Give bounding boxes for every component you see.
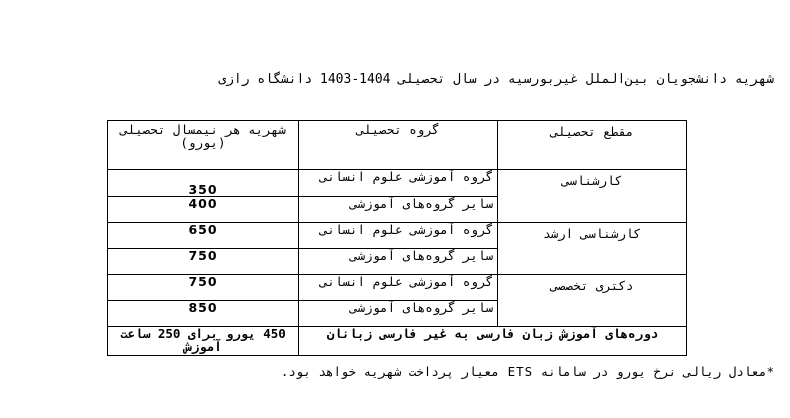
fee-value: 850 (188, 300, 218, 315)
level-cell: کارشناسی ارشد (498, 223, 687, 275)
group-cell: گروه آموزشی علوم انسانی (299, 170, 498, 197)
level-cell: دکتری تخصصی (498, 275, 687, 327)
fee-cell (108, 170, 299, 197)
table-row (108, 275, 687, 301)
fee-cell (108, 197, 299, 223)
fee-cell (108, 301, 299, 327)
group-cell: سایر گروه‌های آموزشی (299, 301, 498, 327)
fee-value: 750 (188, 274, 218, 289)
page-title: شهریه دانشجویان بین‌الملل غیربورسیه در سال تحصیلی 1404-1403 دانشگاه رازی (218, 72, 774, 87)
table-row (108, 223, 687, 249)
footnote: *معادل ریالی نرخ یورو در سامانه ETS معیار پرداخت شهریه خواهد بود. (280, 364, 774, 379)
group-cell: سایر گروه‌های آموزشی (299, 249, 498, 275)
header-group: گروه تحصیلی (299, 121, 498, 170)
group-cell: سایر گروه‌های آموزشی (299, 197, 498, 223)
fee-cell (108, 275, 299, 301)
fee-value: 650 (188, 222, 218, 237)
fee-cell (108, 249, 299, 275)
table-header-row (108, 121, 687, 170)
group-cell: گروه آموزشی علوم انسانی (299, 223, 498, 249)
header-fee: شهریه هر نیمسال تحصیلی (یورو) (108, 121, 299, 170)
tuition-table (107, 120, 687, 356)
group-cell: گروه آموزشی علوم انسانی (299, 275, 498, 301)
fee-value: 400 (188, 196, 218, 211)
level-cell: کارشناسی (498, 170, 687, 223)
table-row-language-course (108, 327, 687, 356)
table-row (108, 170, 687, 197)
fee-value: 350 (188, 182, 218, 197)
language-course-fee: 450 یورو برای 250 ساعت آموزش (108, 327, 299, 356)
language-course-label: دوره‌های آموزش زبان فارسی به غیر فارسی زبانان (299, 327, 687, 356)
header-level: مقطع تحصیلی (498, 121, 687, 170)
fee-value: 750 (188, 248, 218, 263)
fee-cell (108, 223, 299, 249)
